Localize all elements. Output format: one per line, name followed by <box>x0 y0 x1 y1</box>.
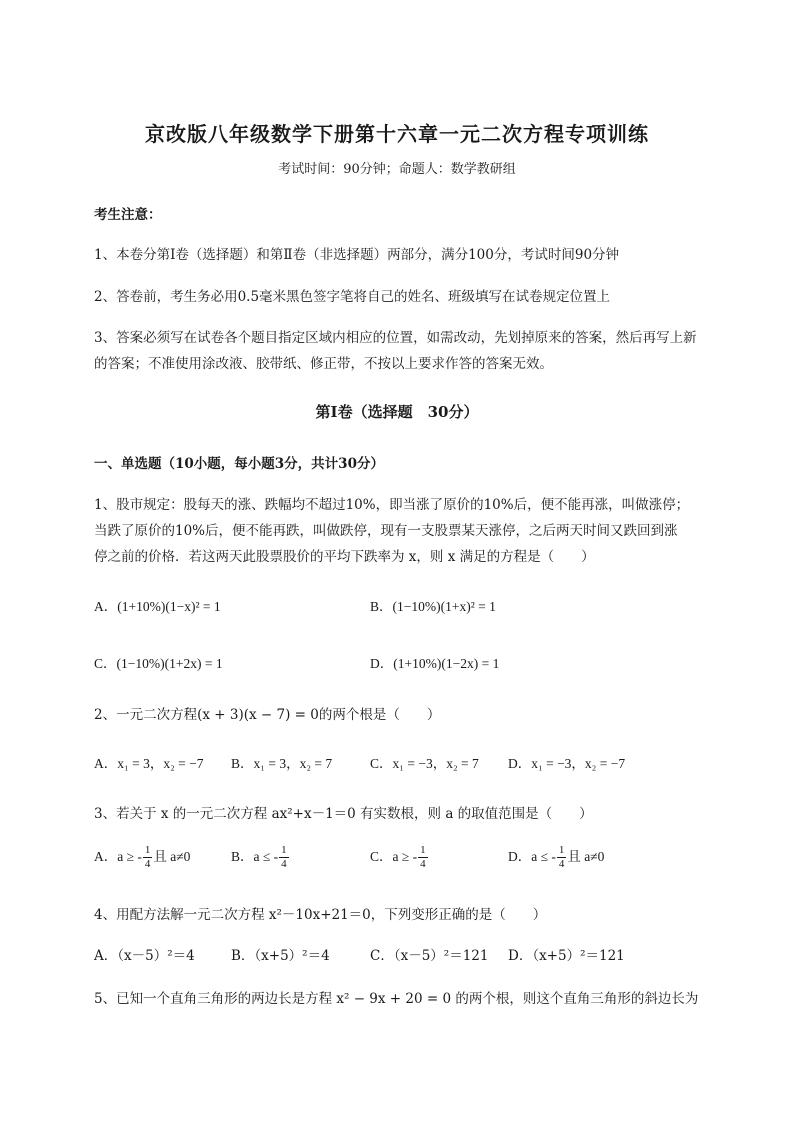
question-3-option-c <box>370 845 429 870</box>
question-1-line-3: 停之前的价格．若这两天此股票股价的平均下跌率为 x，则 x 满足的方程是（ ） <box>94 549 595 565</box>
section-title: 第Ⅰ卷（选择题 30分） <box>315 403 479 421</box>
fraction <box>279 845 289 870</box>
question-3-option-d <box>508 845 604 870</box>
option-b-prefix: B．a ≤ - <box>231 849 279 864</box>
question-1-option-a: A．(1+10%)(1−x)² = 1 <box>94 599 221 614</box>
question-2-option-d: D．x₁ = −3，x₂ = −7 <box>508 756 626 771</box>
question-2-stem: 2、一元二次方程(x + 3)(x − 7) = 0的两个根是（ ） <box>94 707 441 723</box>
notice-item-1: 1、本卷分第Ⅰ卷（选择题）和第Ⅱ卷（非选择题）两部分，满分100分，考试时间90分钟 <box>94 247 620 263</box>
fraction-denominator: 4 <box>144 858 151 871</box>
question-4-option-d: D．（x+5）²＝121 <box>508 948 625 964</box>
fraction-numerator: 1 <box>558 844 565 857</box>
notice-item-3-line-2: 的答案；不准使用涂改液、胶带纸、修正带，不按以上要求作答的答案无效。 <box>94 356 553 372</box>
page-title: 京改版八年级数学下册第十六章一元二次方程专项训练 <box>145 122 649 146</box>
option-d-prefix: D．a ≤ - <box>508 849 556 864</box>
question-1-line-2: 当跌了原价的10%后，便不能再跌，叫做跌停，现有一支股票某天涨停，之后两天时间又跌回到涨 <box>94 523 678 539</box>
fraction <box>418 845 428 870</box>
question-4-option-b: B．（x+5）²＝4 <box>231 948 330 964</box>
part-title: 一、单选题（10小题，每小题3分，共计30分） <box>94 456 384 472</box>
fraction-numerator: 1 <box>281 844 287 857</box>
exam-info: 考试时间：90分钟；命题人：数学教研组 <box>278 162 516 177</box>
question-5-stem: 5、已知一个直角三角形的两边长是方程 x² − 9x + 20 = 0 的两个根，则这个直角三角形的斜边长为 <box>94 991 699 1007</box>
option-a-prefix: A．a ≥ - <box>94 849 142 864</box>
question-1-line-1: 1、股市规定：股每天的涨、跌幅均不超过10%，即当涨了原价的10%后，便不能再涨，叫做涨停； <box>94 497 690 513</box>
question-3-stem: 3、若关于 x 的一元二次方程 ax²+x－1＝0 有实数根，则 a 的取值范围是（ ） <box>94 806 593 822</box>
question-2-option-a: A．x₁ = 3，x₂ = −7 <box>94 756 204 771</box>
question-2-option-b: B．x₁ = 3，x₂ = 7 <box>231 756 333 771</box>
fraction-denominator: 4 <box>558 858 565 871</box>
fraction-numerator: 1 <box>144 844 151 857</box>
fraction-denominator: 4 <box>281 858 287 871</box>
question-1-option-b: B．(1−10%)(1+x)² = 1 <box>370 599 496 614</box>
question-1-option-c: C．(1−10%)(1+2x) = 1 <box>94 656 223 671</box>
question-4-option-a: A．（x－5）²＝4 <box>94 948 195 964</box>
question-2-option-c: C．x₁ = −3，x₂ = 7 <box>370 756 479 771</box>
question-1-option-d: D．(1+10%)(1−2x) = 1 <box>370 656 500 671</box>
fraction-numerator: 1 <box>420 844 426 857</box>
fraction-denominator: 4 <box>420 858 426 871</box>
notice-item-2: 2、答卷前，考生务必用0.5毫米黑色签字笔将自己的姓名、班级填写在试卷规定位置上 <box>94 289 611 305</box>
fraction <box>143 845 153 870</box>
question-4-stem: 4、用配方法解一元二次方程 x²－10x+21＝0，下列变形正确的是（ ） <box>94 907 547 923</box>
question-3-option-a <box>94 845 190 870</box>
fraction <box>557 845 567 870</box>
question-4-option-c: C．（x－5）²＝121 <box>370 948 489 964</box>
option-d-suffix: 且 a≠0 <box>567 849 605 864</box>
option-c-prefix: C．a ≥ - <box>370 849 418 864</box>
question-3-option-b <box>231 845 290 870</box>
notice-heading: 考生注意： <box>94 207 162 223</box>
option-a-suffix: 且 a≠0 <box>153 849 191 864</box>
notice-item-3-line-1: 3、答案必须写在试卷各个题目指定区域内相应的位置，如需改动，先划掉原来的答案，然后再写上新 <box>94 330 697 346</box>
